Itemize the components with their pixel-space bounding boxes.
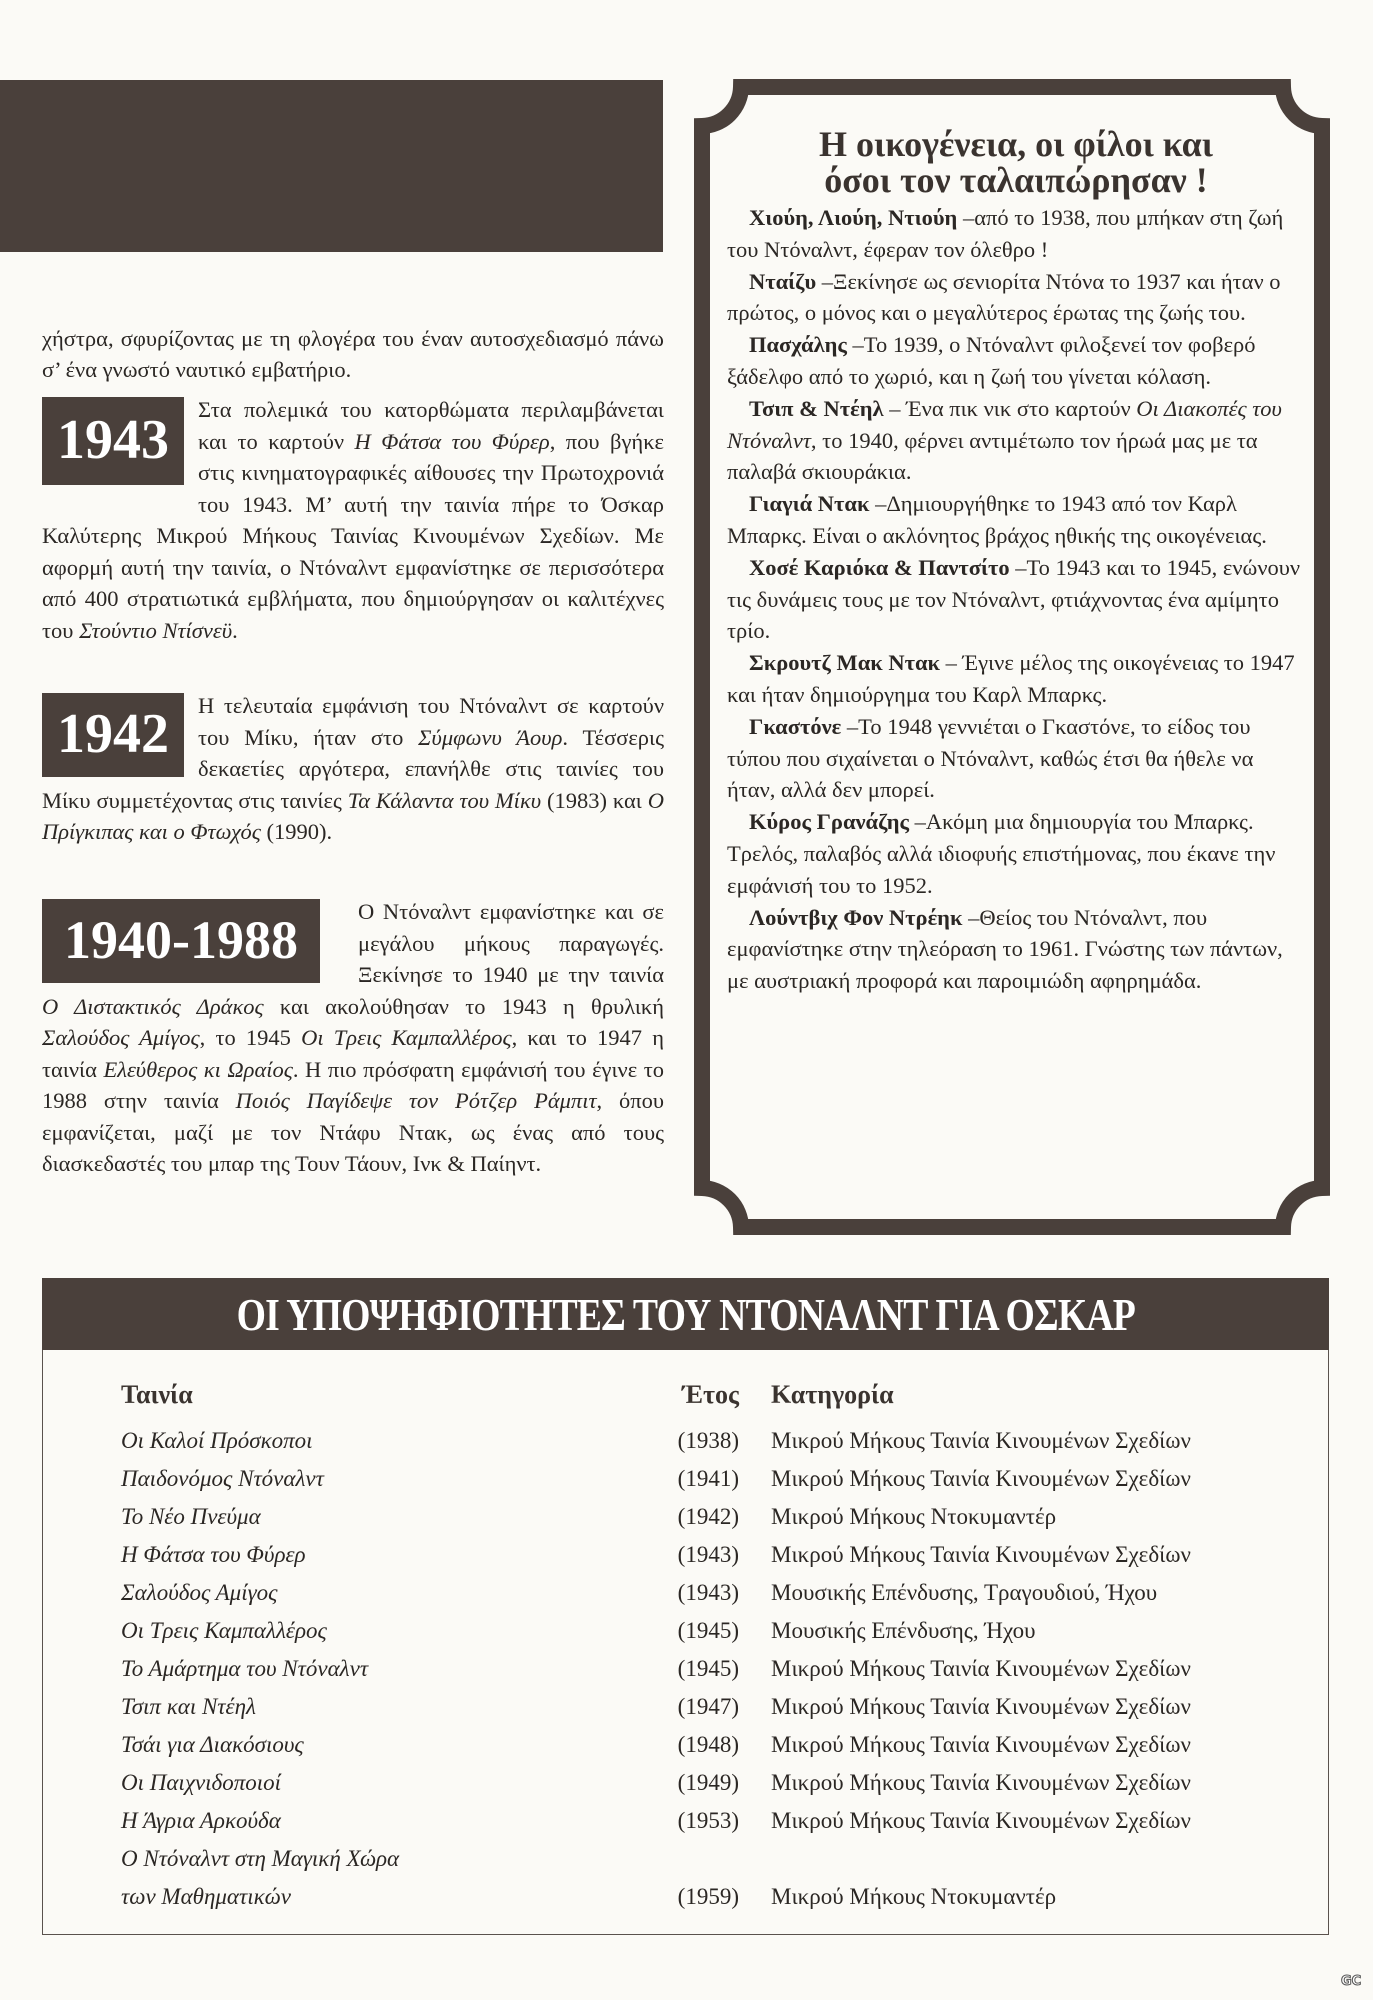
italic-title-text: Οι Τρεις Καμπαλλέρος [301,1025,512,1050]
character-name: Χιούη, Λιούη, Ντιούη [749,205,958,230]
year-cell: (1945) [677,1618,739,1643]
category-cell: Μουσικής Επένδυσης, Τραγουδιού, Ήχου [771,1580,1158,1605]
italic-title-text: Στούντιο Ντίσνεϋ [79,617,233,643]
body-text: , και το 1947 η ταινία [42,1025,664,1082]
body-text: –Το 1943 και το 1945, ενώνουν τις δυνάμεις τους με τον Ντόναλντ, φτιάχνοντας ένα αμίμητο τρίο. [727,554,1301,644]
family-entries [727,202,1305,997]
table-row [43,1878,1328,1916]
table-row [43,1536,1328,1574]
category-cell: Μικρού Μήκους Ταινία Κινουμένων Σχεδίων [771,1694,1191,1719]
year-cell: (1947) [677,1694,739,1719]
family-entry [727,647,1305,711]
year-badge: 1940-1988 [42,899,320,983]
family-entry [727,806,1305,901]
section-1943 [42,394,664,646]
family-entry [727,329,1305,393]
header-film: Ταινία [121,1380,193,1409]
film-cell: Οι Καλοί Πρόσκοποι [121,1428,313,1453]
film-cell: Το Αμάρτημα του Ντόναλντ [121,1656,369,1681]
category-cell: Μουσικής Επένδυσης, Ήχου [771,1618,1036,1643]
table-row [43,1840,1328,1878]
table-row [43,1498,1328,1536]
family-entry [727,266,1305,330]
family-entry [727,902,1305,997]
body-text: – Ένα πικ νικ στο καρτούν [883,395,1137,421]
category-cell: Μικρού Μήκους Ταινία Κινουμένων Σχεδίων [771,1542,1191,1567]
body-text: Ο Ντόναλντ εμφανίστηκε και σε μεγάλου μήκους παραγωγές. Ξεκίνησε το 1940 με την ταινία [358,899,664,987]
body-text: , που βγήκε στις κινηματογραφικές αίθουσες την Πρωτοχρονιά του 1943. Μ’ αυτή την ταινία πήρε το Όσκαρ Καλύτερης Μικρού Μήκους Ταινίας Κινουμένων Σχεδίων. Με αφορμή αυτή την ταινία, ο Ντόναλντ εμφανίστηκε σε περισσότερα από 400 στρατιωτικά εμβλήματα, που δημιούργησαν οι καλιτέχνες του [42,428,664,643]
body-text: –Ξεκίνησε ως σενιορίτα Ντόνα το 1937 και ήταν ο πρώτος, ο μόνος και ο μεγαλύτερος έρωτας της ζωής του. [727,268,1281,326]
year-cell: (1943) [677,1580,739,1605]
category-cell: Μικρού Μήκους Ταινία Κινουμένων Σχεδίων [771,1466,1191,1491]
italic-title-text: Οι Διακοπές του Ντόναλντ [727,395,1282,453]
year-badge: 1943 [42,397,184,485]
title-line: όσοι τον ταλαιπώρησαν ! [824,160,1208,200]
character-name: Λούντβιχ Φον Ντρέηκ [749,904,963,930]
body-text: , το 1940, φέρνει αντιμέτωπο τον ήρωά μας με τα παλαβά σκιουράκια. [727,427,1258,485]
watermark-logo: GC [1341,1974,1362,1989]
decorative-header-block [0,80,663,252]
intro-paragraph: χήστρα, σφυρίζοντας με τη φλογέρα του έναν αυτοσχεδιασμό πάνω σ’ ένα γνωστό ναυτικό εμβατήριο. [42,325,664,382]
italic-title-text: Σύμφωνυ Άουρ [418,724,563,750]
body-text: –Θείος του Ντόναλντ, που εμφανίστηκε στην τηλεόραση το 1961. Γνώστης των πάντων, με αυστριακή προφορά και παροιμιώδη αφηρημάδα. [727,904,1283,994]
family-title [727,126,1305,198]
body-text: –από το 1938, που μπήκαν στη ζωή του Ντόναλντ, έφεραν τον όλεθρο ! [727,205,1284,262]
body-text: –Το 1948 γεννιέται ο Γκαστόνε, το είδος του τύπου που σιχαίνεται ο Ντόναλντ, καθώς έτσι θα ήθελε να ήταν, αλλά δεν μπορεί. [727,713,1254,803]
italic-title-text: Ποιός Παγίδεψε τον Ρότζερ Ράμπιτ [235,1088,597,1113]
character-name: Σκρουτζ Μακ Ντακ [749,650,941,676]
body-text: , όπου εμφανίζεται, μαζί με τον Ντάφυ Ντακ, ως ένας από τους διασκεδαστές του μπαρ της Τουν Τάουν, Ινκ & Παίηντ. [42,1088,665,1176]
body-text: – Έγινε μέλος της οικογένειας το 1947 και ήταν δημιούργημα του Καρλ Μπαρκς. [727,650,1295,707]
body-text: (1983) και [541,787,648,813]
year-cell: (1953) [677,1808,739,1833]
character-name: Κύρος Γρανάζης [749,809,910,835]
italic-title-text: Η Φάτσα του Φύρερ [354,428,550,454]
oscar-title: ΟΙ ΥΠΟΨΗΦΙΟΤΗΤΕΣ ΤΟΥ ΝΤΟΝΑΛΝΤ ΓΙΑ ΟΣΚΑΡ [236,1288,1135,1340]
table-row [43,1764,1328,1802]
table-row [43,1574,1328,1612]
oscar-table [42,1350,1329,1935]
header-year: Έτος [682,1380,739,1409]
italic-title-text: Ελεύθερος κι Ωραίος [103,1056,293,1082]
category-cell: Μικρού Μήκους Ταινία Κινουμένων Σχεδίων [771,1732,1191,1757]
body-text: (1990). [260,819,333,844]
character-name: Χοσέ Καριόκα & Παντσίτο [749,554,1010,580]
table-row [43,1688,1328,1726]
italic-title-text: Τα Κάλαντα του Μίκυ [347,787,542,813]
title-line: Η οικογένεια, οι φίλοι και [819,124,1213,164]
body-text: . Η πιο πρόσφατη εμφάνισή του έγινε το 1988 στην ταινία [42,1056,664,1113]
film-cell: Το Νέο Πνεύμα [121,1504,261,1529]
body-text: –Δημιουργήθηκε το 1943 από τον Καρλ Μπαρκς. Είναι ο ακλόνητος βράχος ηθικής της οικογένειας. [727,491,1267,548]
character-name: Τσιπ & Ντέηλ [749,395,884,421]
film-cell: Σαλούδος Αμίγος [121,1580,278,1605]
character-name: Γιαγιά Ντακ [749,491,870,517]
section-1942 [42,690,664,848]
category-cell: Μικρού Μήκους Ταινία Κινουμένων Σχεδίων [771,1656,1191,1681]
table-row [43,1802,1328,1840]
body-text: και ακολούθησαν το 1943 η θρυλική [263,993,664,1019]
body-text: , το 1945 [199,1025,302,1050]
body-text: –Ακόμη μια δημιουργία του Μπαρκς. Τρελός, παλαβός αλλά ιδιοφυής επιστήμονας, που έκανε την εμφάνισή του το 1952. [727,809,1276,898]
year-cell: (1948) [677,1732,739,1757]
film-cell: Η Άγρια Αρκούδα [121,1808,281,1833]
character-name: Πασχάλης [749,332,847,358]
film-cell: Ο Ντόναλντ στη Μαγική Χώρα [121,1846,400,1871]
family-frame [693,78,1331,1236]
table-row [43,1460,1328,1498]
section-1940-1988 [42,896,664,1180]
film-cell: των Μαθηματικών [121,1884,291,1909]
header-category: Κατηγορία [771,1380,894,1409]
body-text: –Το 1939, ο Ντόναλντ φιλοξενεί τον φοβερό ξάδελφο από το χωριό, και η ζωή του γίνεται κόλαση. [727,332,1256,389]
year-badge: 1942 [42,693,184,777]
family-entry [727,488,1305,552]
year-cell: (1959) [677,1884,739,1909]
body-text: Στα πολεμικά του κατορθώματα περιλαμβάνεται και το καρτούν [198,397,664,454]
year-cell: (1949) [677,1770,739,1795]
film-cell: Οι Τρεις Καμπαλλέρος [121,1618,327,1643]
table-row [43,1612,1328,1650]
category-cell: Μικρού Μήκους Ταινία Κινουμένων Σχεδίων [771,1770,1191,1795]
table-row [43,1422,1328,1460]
category-cell: Μικρού Μήκους Ταινία Κινουμένων Σχεδίων [771,1808,1191,1833]
film-cell: Η Φάτσα του Φύρερ [121,1542,306,1567]
body-text: . [232,617,238,643]
oscar-title-bar [42,1278,1329,1350]
category-cell: Μικρού Μήκους Ντοκυμαντέρ [771,1884,1057,1909]
body-text: Η τελευταία εμφάνιση του Ντόναλντ σε καρτούν του Μίκυ, ήταν στο [198,693,664,750]
film-cell: Τσάι για Διακόσιους [121,1732,304,1757]
category-cell: Μικρού Μήκους Ταινία Κινουμένων Σχεδίων [771,1428,1191,1453]
family-entry [727,711,1305,806]
family-entry [727,393,1305,488]
italic-title-text: Σαλούδος Αμίγος [42,1025,200,1050]
film-cell: Τσιπ και Ντέηλ [121,1694,256,1719]
family-entry [727,552,1305,647]
year-cell: (1945) [677,1656,739,1681]
year-cell: (1938) [677,1428,739,1453]
table-row [43,1650,1328,1688]
character-name: Νταίζυ [749,268,817,294]
italic-title-text: Ο Διστακτικός Δράκος [42,993,264,1019]
film-cell: Οι Παιχνιδοποιοί [121,1770,282,1795]
family-entry [727,202,1305,266]
character-name: Γκαστόνε [749,713,842,739]
table-row [43,1726,1328,1764]
table-header [43,1376,1328,1414]
category-cell: Μικρού Μήκους Ντοκυμαντέρ [771,1504,1057,1529]
film-cell: Παιδονόμος Ντόναλντ [121,1466,324,1491]
body-text: . Τέσσερις δεκαετίες αργότερα, επανήλθε στις ταινίες του Μίκυ συμμετέχοντας στις ταινίες [42,724,664,813]
year-cell: (1942) [677,1504,739,1529]
italic-title-text: Ο Πρίγκιπας και ο Φτωχός [42,787,665,844]
year-cell: (1941) [677,1466,739,1491]
year-cell: (1943) [677,1542,739,1567]
